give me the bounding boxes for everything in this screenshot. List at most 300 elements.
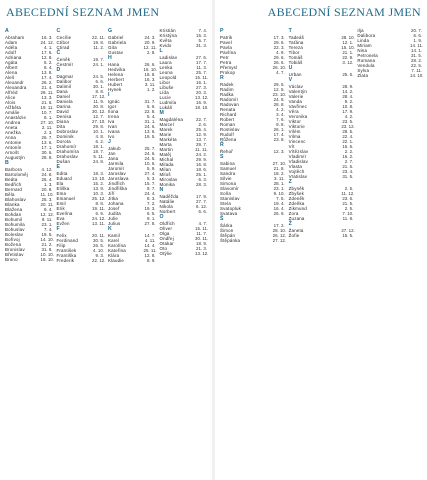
- name-day-date: 24. 12.: [92, 216, 106, 221]
- name-label: Alexandr: [5, 80, 24, 85]
- name-day-date: 9. 3.: [95, 253, 104, 258]
- name-label: Bedřich: [5, 182, 22, 187]
- name-day-date: 31. 1.: [144, 119, 156, 124]
- name-day-date: 4. 11.: [144, 238, 156, 243]
- name-label: Jindřiška: [108, 186, 128, 191]
- letter-label: R: [220, 75, 224, 81]
- name-label: Nina: [357, 48, 368, 53]
- name-label: Gita: [108, 45, 117, 50]
- name-label: Albert: [5, 65, 18, 70]
- name-day-date: 26. 4.: [41, 177, 53, 182]
- name-label: Hynek: [108, 87, 122, 92]
- name-label: Adam: [5, 40, 18, 45]
- letter-label: C: [56, 28, 61, 34]
- letter-heading: [160, 110, 208, 117]
- name-day-date: 23. 5.: [342, 119, 354, 124]
- name-label: Václav: [288, 84, 304, 89]
- name-label: Marie: [159, 132, 172, 137]
- letter-label: P: [220, 28, 224, 34]
- name-day-date: 26. 2.: [41, 80, 53, 85]
- name-label: Irena: [108, 114, 120, 119]
- name-label: Aneta: [5, 125, 18, 130]
- name-label: Drahomír: [56, 144, 77, 149]
- name-day-date: 31. 8.: [41, 247, 53, 252]
- name-day-date: 13. 11.: [92, 221, 106, 226]
- name-day-date: 11. 8.: [342, 216, 354, 221]
- name-day-date: 24. 12.: [40, 40, 54, 45]
- name-label: Zuzana: [288, 216, 305, 221]
- name-label: Svatopluk: [220, 206, 242, 211]
- name-day-date: 30. 11.: [195, 236, 209, 241]
- name-day-date: 30. 8.: [93, 104, 104, 109]
- name-label: Běla: [5, 192, 15, 197]
- name-label: Kvido: [159, 43, 172, 48]
- name-day-date: 4. 8.: [95, 134, 104, 139]
- name-day-date: 25. 5.: [342, 72, 354, 77]
- name-day-date: 14. 10.: [410, 73, 424, 78]
- name-label: Ctirad: [56, 45, 70, 50]
- name-day-date: 28. 10.: [272, 228, 287, 233]
- name-label: Jitka: [108, 196, 119, 201]
- name-day-date: 29. 6.: [273, 55, 285, 60]
- letter-heading: [289, 221, 354, 228]
- name-label: Marcel: [159, 122, 174, 127]
- name-label: Miroslav: [159, 177, 178, 182]
- name-label: Šárka: [220, 223, 233, 228]
- letter-heading: [289, 179, 354, 186]
- name-day-date: 10. 7.: [41, 110, 53, 115]
- letter-heading: [5, 160, 53, 167]
- name-label: Taťána: [288, 40, 304, 45]
- name-label: Patrik: [220, 35, 233, 40]
- letter-label: D: [56, 67, 61, 73]
- name-label: Hedvika: [108, 67, 126, 72]
- name-day-date: 5. 7.: [198, 38, 207, 43]
- name-label: Renata: [220, 107, 236, 112]
- name-label: Vendula: [357, 63, 375, 68]
- name-label: Řehoř: [220, 149, 233, 154]
- name-day-date: 25. 3.: [41, 197, 53, 202]
- name-day-date: 24. 8.: [93, 159, 104, 164]
- name-label: Radomír: [220, 97, 239, 102]
- name-label: Vítězslav: [288, 149, 309, 154]
- name-label: Štěpánka: [220, 238, 241, 243]
- name-label: Ignác: [108, 99, 120, 104]
- letter-heading: [220, 28, 285, 35]
- name-label: Boleslav: [5, 232, 24, 237]
- name-entry: [357, 73, 422, 78]
- letter-label: V: [288, 77, 293, 83]
- name-day-date: 5. 3.: [146, 176, 156, 181]
- name-label: Bernard: [5, 187, 23, 192]
- name-label: Vladislav: [288, 159, 309, 164]
- name-day-date: 12. 3.: [273, 149, 285, 154]
- name-label: Johana: [108, 201, 124, 206]
- name-label: Stanislav: [220, 196, 240, 201]
- name-day-date: 19. 5.: [41, 232, 53, 237]
- name-day-date: 29. 9.: [196, 157, 207, 162]
- name-day-date: 26. 6.: [144, 62, 156, 67]
- letter-label: Z: [288, 179, 293, 185]
- name-day-date: 16. 3.: [41, 35, 53, 40]
- name-label: Adriana: [5, 55, 22, 60]
- name-day-date: 23. 8.: [273, 137, 285, 142]
- name-label: Vavřinec: [288, 104, 308, 109]
- name-day-date: 30. 6.: [41, 150, 53, 155]
- letter-heading: [108, 28, 156, 35]
- name-day-date: 6. 6.: [413, 33, 423, 38]
- name-label: Alfréd: [5, 90, 18, 95]
- name-day-date: 13. 10.: [92, 176, 106, 181]
- name-day-date: 23. 12.: [341, 124, 355, 129]
- name-day-date: 21. 3.: [196, 246, 207, 251]
- name-day-date: 24. 6.: [144, 124, 156, 129]
- name-label: Vratislav: [288, 174, 308, 179]
- name-day-date: 24. 6.: [144, 151, 156, 156]
- letter-label: F: [56, 226, 60, 232]
- name-label: Eva: [56, 216, 65, 221]
- name-day-date: 12. 8.: [144, 253, 156, 258]
- name-day-date: 17. 7.: [196, 60, 207, 65]
- name-day-date: 14. 11.: [410, 43, 424, 48]
- name-label: Klaudie: [108, 258, 125, 263]
- name-day-date: 27. 4.: [144, 171, 156, 176]
- name-day-date: 13. 6.: [144, 129, 156, 134]
- letter-heading: [108, 139, 156, 146]
- name-label: Blanka: [5, 202, 20, 207]
- letter-heading: [108, 226, 156, 233]
- name-label: Miloš: [159, 172, 171, 177]
- name-day-date: 20. 9.: [144, 40, 156, 45]
- name-label: Bohumil: [5, 217, 23, 222]
- name-day-date: 17. 3.: [273, 35, 285, 40]
- name-day-date: 16. 1.: [196, 80, 207, 85]
- name-day-date: 2. 11.: [41, 125, 53, 130]
- name-day-date: 1. 2.: [146, 87, 156, 92]
- name-label: Jaroslav: [108, 171, 126, 176]
- name-label: Otakar: [159, 241, 174, 246]
- name-day-date: 14. 4.: [144, 243, 156, 248]
- name-day-date: 8. 4.: [43, 65, 53, 70]
- name-day-date: 8. 8.: [95, 89, 104, 94]
- name-day-date: 22. 1.: [342, 139, 354, 144]
- name-label: Igor: [108, 104, 117, 109]
- name-label: Ondřej: [159, 236, 174, 241]
- name-day-date: 12. 5.: [273, 87, 285, 92]
- name-day-date: 15. 6.: [342, 144, 354, 149]
- name-entry: [220, 238, 285, 243]
- name-day-date: 28. 8.: [41, 155, 53, 160]
- name-day-date: 19. 4.: [273, 201, 285, 206]
- name-label: Edita: [56, 171, 68, 176]
- name-label: Tobiáš: [288, 60, 303, 65]
- name-day-date: 11. 9.: [93, 99, 104, 104]
- letter-label: U: [288, 65, 293, 71]
- name-day-date: 21. 8.: [273, 166, 285, 171]
- name-label: Darina: [56, 104, 71, 109]
- name-label: Aleš: [5, 75, 15, 80]
- name-label: Ilja: [357, 28, 364, 33]
- name-day-date: 5. 6.: [146, 104, 156, 109]
- name-day-date: 19. 5.: [144, 134, 156, 139]
- name-day-date: 27. 10.: [272, 161, 287, 166]
- name-label: Libor: [159, 80, 171, 85]
- name-day-date: 16. 10.: [143, 67, 157, 72]
- name-day-date: 29. 8.: [93, 124, 104, 129]
- name-label: Ivo: [108, 134, 115, 139]
- name-day-date: 27. 8.: [144, 221, 156, 226]
- name-label: Dobroslav: [56, 129, 79, 134]
- name-day-date: 28. 4.: [342, 94, 354, 99]
- name-label: Matěj: [159, 152, 172, 157]
- name-label: Čeněk: [56, 57, 71, 62]
- name-day-date: 6. 12.: [196, 204, 207, 209]
- name-label: Žaneta: [288, 228, 304, 233]
- name-label: Radim: [220, 87, 234, 92]
- name-label: Bronislav: [5, 247, 25, 252]
- name-day-date: 11. 7.: [196, 231, 207, 236]
- letter-heading: [57, 67, 105, 74]
- name-label: Alena: [5, 70, 18, 75]
- name-label: Hana: [108, 62, 120, 67]
- name-label: Cecílie: [56, 35, 72, 40]
- letter-label: Š: [220, 216, 224, 222]
- name-label: Amálie: [5, 110, 20, 115]
- name-day-date: 30. 12.: [92, 109, 106, 114]
- name-label: Vladimír: [288, 154, 307, 159]
- name-label: Herbert: [108, 77, 125, 82]
- name-label: Evžen: [56, 221, 70, 226]
- name-label: Viktorie: [288, 124, 305, 129]
- name-label: Rudolf: [220, 132, 234, 137]
- name-day-date: 16. 9.: [196, 100, 207, 105]
- name-day-date: 23. 1.: [273, 186, 285, 191]
- name-day-date: 7. 4.: [43, 227, 53, 232]
- name-label: Nikola: [159, 204, 173, 209]
- name-day-date: 23. 1.: [41, 222, 53, 227]
- name-label: Květa: [159, 38, 172, 43]
- letter-label: O: [159, 214, 164, 220]
- name-label: Zora: [288, 211, 299, 216]
- name-day-date: 3. 12.: [342, 60, 354, 65]
- name-day-date: 24. 1.: [93, 62, 104, 67]
- name-label: Karel: [108, 238, 120, 243]
- name-day-date: 6. 6.: [95, 79, 104, 84]
- name-label: Alžběta: [5, 105, 22, 110]
- name-day-date: 24. 2.: [196, 152, 207, 157]
- name-label: Gabriel: [108, 35, 124, 40]
- name-day-date: 29. 5.: [273, 82, 285, 87]
- name-label: Marta: [159, 142, 172, 147]
- name-day-date: 31. 7.: [144, 99, 156, 104]
- letter-label: Ř: [220, 142, 224, 148]
- name-label: David: [56, 109, 69, 114]
- name-label: Antonie: [5, 140, 22, 145]
- left-page: [0, 0, 212, 480]
- name-label: Adéla: [5, 45, 18, 50]
- name-day-date: 20. 3.: [196, 90, 207, 95]
- name-label: Evelína: [56, 211, 73, 216]
- name-day-date: 9. 4.: [43, 207, 53, 212]
- name-label: Leona: [159, 70, 173, 75]
- name-day-date: 23. 10.: [272, 92, 287, 97]
- letter-label: K: [108, 226, 112, 232]
- name-day-date: 8. 3.: [146, 196, 156, 201]
- name-label: Ferdinand: [56, 238, 79, 243]
- name-day-date: 18. 3.: [93, 171, 104, 176]
- name-label: Žofie: [288, 233, 300, 238]
- name-label: Judita: [108, 211, 121, 216]
- name-label: Markéta: [159, 137, 177, 142]
- name-label: Anežka: [5, 130, 21, 135]
- name-day-date: 11. 10.: [40, 192, 54, 197]
- name-label: Čestmír: [56, 62, 74, 67]
- name-entry: [57, 258, 105, 263]
- name-label: Anastázie: [5, 115, 27, 120]
- name-day-date: 1. 9.: [413, 38, 423, 43]
- name-label: Bohuslav: [5, 227, 25, 232]
- name-label: Julie: [108, 216, 119, 221]
- right-page: [215, 0, 427, 480]
- name-day-date: 18. 6.: [196, 167, 207, 172]
- name-label: Augustýn: [5, 155, 25, 160]
- name-day-date: 20. 7.: [411, 28, 423, 33]
- name-day-date: 25. 7.: [144, 146, 156, 151]
- name-day-date: 16. 4.: [273, 206, 285, 211]
- name-label: Olga: [159, 231, 170, 236]
- name-entry: [5, 257, 53, 262]
- name-label: Jaroslava: [108, 176, 129, 181]
- name-day-date: 30. 1.: [93, 84, 104, 89]
- name-day-date: 13. 8.: [41, 70, 53, 75]
- name-day-date: 31. 5.: [411, 53, 423, 58]
- name-day-date: 24. 8.: [273, 97, 285, 102]
- name-day-date: 26. 10.: [272, 65, 287, 70]
- name-day-date: 22. 9.: [342, 55, 354, 60]
- letter-label: B: [5, 160, 9, 166]
- name-day-date: 15. 7.: [144, 181, 156, 186]
- name-label: Zdeňka: [288, 201, 305, 206]
- page-title: ABECEDNÍ SEZNAM JMEN: [6, 5, 160, 19]
- name-day-date: 15. 10.: [341, 45, 355, 50]
- name-day-date: 20. 11.: [40, 202, 54, 207]
- name-label: Felix: [56, 233, 67, 238]
- name-day-date: 18. 1.: [93, 144, 104, 149]
- name-day-date: 11. 3.: [196, 65, 207, 70]
- name-label: Pavla: [220, 45, 232, 50]
- letter-label: Ž: [288, 221, 293, 227]
- name-day-date: 15. 5.: [342, 233, 354, 238]
- name-label: Dalibor: [56, 79, 72, 84]
- name-day-date: 6. 2.: [95, 139, 104, 144]
- name-label: Šimon: [220, 228, 234, 233]
- name-day-date: 21. 4.: [41, 85, 53, 90]
- name-label: Slavomír: [220, 186, 239, 191]
- name-day-date: 25. 12.: [92, 196, 106, 201]
- name-label: Bořivoj: [5, 237, 20, 242]
- name-day-date: 25. 11.: [143, 248, 157, 253]
- name-day-date: 21. 1.: [342, 50, 354, 55]
- name-day-date: 7. 4.: [198, 28, 207, 33]
- name-label: Vincenc: [288, 139, 306, 144]
- name-label: Iva: [108, 119, 115, 124]
- letter-heading: [108, 55, 156, 62]
- name-label: Adolf: [5, 50, 17, 55]
- name-day-date: 4. 12.: [41, 167, 53, 172]
- name-day-date: 2. 2.: [344, 149, 354, 154]
- name-day-date: 27. 10.: [40, 120, 54, 125]
- name-day-date: 7. 2.: [146, 201, 156, 206]
- name-day-date: 7. 5.: [276, 196, 285, 201]
- name-day-date: 17. 4.: [41, 75, 53, 80]
- name-day-date: 7. 6.: [276, 117, 285, 122]
- name-label: Libuše: [159, 85, 174, 90]
- name-day-date: 3. 4.: [276, 112, 285, 117]
- name-label: Zbyšek: [288, 191, 305, 196]
- name-label: Drahomíra: [56, 149, 80, 154]
- name-label: Ela: [56, 181, 64, 186]
- name-day-date: 19. 11.: [40, 105, 54, 110]
- name-label: Radka: [220, 92, 234, 97]
- letter-heading: [220, 142, 285, 149]
- name-label: Oto: [159, 246, 168, 251]
- name-day-date: 13. 3.: [41, 95, 53, 100]
- name-day-date: 22. 12.: [92, 258, 106, 263]
- name-day-date: 18. 7.: [93, 149, 104, 154]
- name-day-date: 28. 1.: [273, 181, 285, 186]
- name-day-date: 28. 3.: [196, 182, 207, 187]
- letter-heading: [57, 50, 105, 57]
- name-day-date: 13. 7.: [196, 137, 207, 142]
- name-label: Lukáš: [159, 105, 173, 110]
- letter-label: E: [56, 164, 61, 170]
- name-day-date: 2. 7.: [344, 159, 354, 164]
- letter-label: G: [108, 28, 113, 34]
- name-day-date: 23. 4.: [342, 169, 354, 174]
- name-day-date: 18. 10.: [195, 105, 209, 110]
- name-day-date: 11. 2.: [93, 45, 104, 50]
- name-day-date: 8. 1.: [43, 115, 53, 120]
- name-label: Dita: [56, 124, 66, 129]
- letter-heading: [57, 164, 105, 171]
- name-label: Abraham: [5, 35, 25, 40]
- letter-heading: [108, 92, 156, 99]
- name-label: Emanuel: [56, 196, 76, 201]
- name-day-date: 16. 3.: [144, 77, 156, 82]
- name-day-date: 24. 5.: [144, 156, 156, 161]
- name-day-date: 1. 3.: [43, 182, 53, 187]
- name-label: Lenka: [159, 65, 173, 70]
- name-column: [160, 28, 208, 476]
- name-day-date: 13. 12.: [195, 95, 209, 100]
- name-label: Jindřich: [108, 181, 125, 186]
- letter-heading: [160, 214, 208, 221]
- name-day-date: 24. 8.: [41, 172, 53, 177]
- name-label: Tereza: [288, 45, 304, 50]
- name-label: Denisa: [56, 114, 72, 119]
- name-label: Miriam: [357, 43, 372, 48]
- name-label: Laura: [159, 60, 172, 65]
- name-label: Jarmila: [108, 161, 124, 166]
- name-label: Magdaléna: [159, 117, 184, 122]
- name-label: Rostislav: [220, 127, 240, 132]
- name-label: Diana: [56, 119, 69, 124]
- name-label: Karolína: [108, 243, 126, 248]
- name-label: Gustav: [108, 50, 124, 55]
- letter-heading: [160, 187, 208, 194]
- name-label: Daniel: [56, 94, 71, 99]
- name-day-date: 4. 1.: [43, 45, 53, 50]
